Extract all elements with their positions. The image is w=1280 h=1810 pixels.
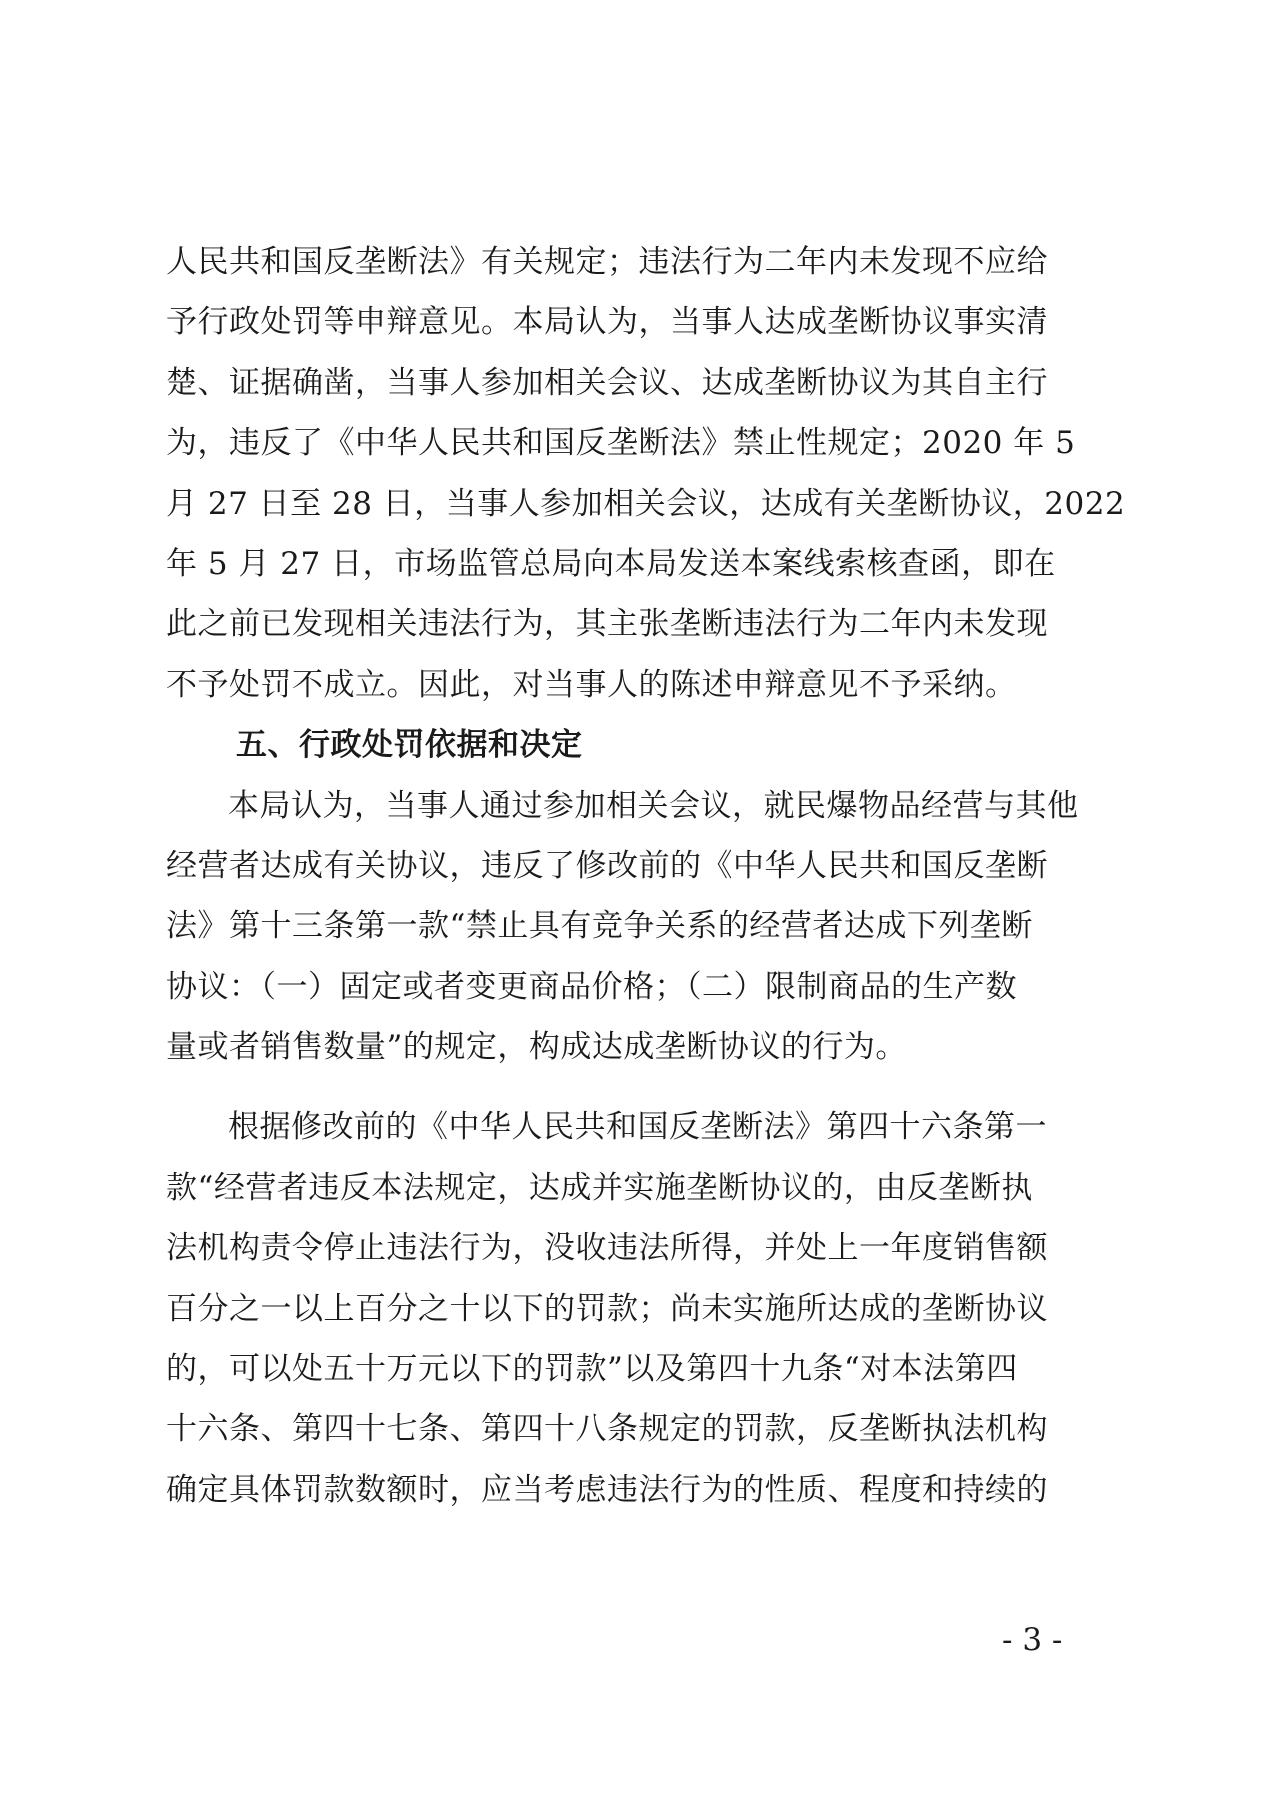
- text-line: 为，违反了《中华人民共和国反垄断法》禁止性规定；2020 年 5: [166, 425, 1076, 462]
- paragraph-1: [166, 232, 1142, 715]
- page-number: - 3 -: [1002, 1622, 1063, 1658]
- text-line: 此之前已发现相关违法行为，其主张垄断违法行为二年内未发现: [166, 606, 1048, 643]
- text-line: 确定具体罚款数额时，应当考虑违法行为的性质、程度和持续的: [166, 1471, 1048, 1508]
- text-line: 款“经营者违反本法规定，达成并实施垄断协议的，由反垄断执: [166, 1169, 1033, 1206]
- body-text: [166, 232, 1142, 1520]
- text-line: 法》第十三条第一款“禁止具有竞争关系的经营者达成下列垄断: [166, 908, 1033, 945]
- text-line: 经营者达成有关协议，违反了修改前的《中华人民共和国反垄断: [166, 847, 1048, 884]
- text-line: 人民共和国反垄断法》有关规定；违法行为二年内未发现不应给: [166, 244, 1048, 280]
- text-line: 本局认为，当事人通过参加相关会议，就民爆物品经营与其他: [228, 787, 1079, 824]
- paragraph-3: [166, 1097, 1142, 1520]
- paragraph-2: [166, 776, 1142, 1078]
- text-line: 量或者销售数量”的规定，构成达成垄断协议的行为。: [166, 1029, 907, 1066]
- text-line: 法机构责令停止违法行为，没收违法所得，并处上一年度销售额: [166, 1230, 1048, 1267]
- paragraph-spacer: [166, 1077, 1142, 1097]
- text-line: 楚、证据确凿，当事人参加相关会议、达成垄断协议为其自主行: [166, 364, 1048, 401]
- text-line: 的，可以处五十万元以下的罚款”以及第四十九条“对本法第四: [166, 1351, 1018, 1388]
- text-line: 年 5 月 27 日，市场监管总局向本局发送本案线索核查函，即在: [166, 545, 1056, 582]
- section-heading: 五、行政处罚依据和决定: [236, 727, 583, 764]
- text-line: 予行政处罚等申辩意见。本局认为，当事人达成垄断协议事实清: [166, 304, 1048, 341]
- text-line: 月 27 日至 28 日，当事人参加相关会议，达成有关垄断协议，2022: [166, 485, 1126, 522]
- text-line: 十六条、第四十七条、第四十八条规定的罚款，反垄断执法机构: [166, 1411, 1048, 1448]
- text-line: 百分之一以上百分之十以下的罚款；尚未实施所达成的垄断协议: [166, 1290, 1048, 1327]
- text-line: 协议：（一）固定或者变更商品价格；（二）限制商品的生产数: [166, 968, 1017, 1005]
- text-line: 根据修改前的《中华人民共和国反垄断法》第四十六条第一: [228, 1109, 1047, 1146]
- text-line: 不予处罚不成立。因此，对当事人的陈述申辩意见不予采纳。: [166, 666, 1017, 703]
